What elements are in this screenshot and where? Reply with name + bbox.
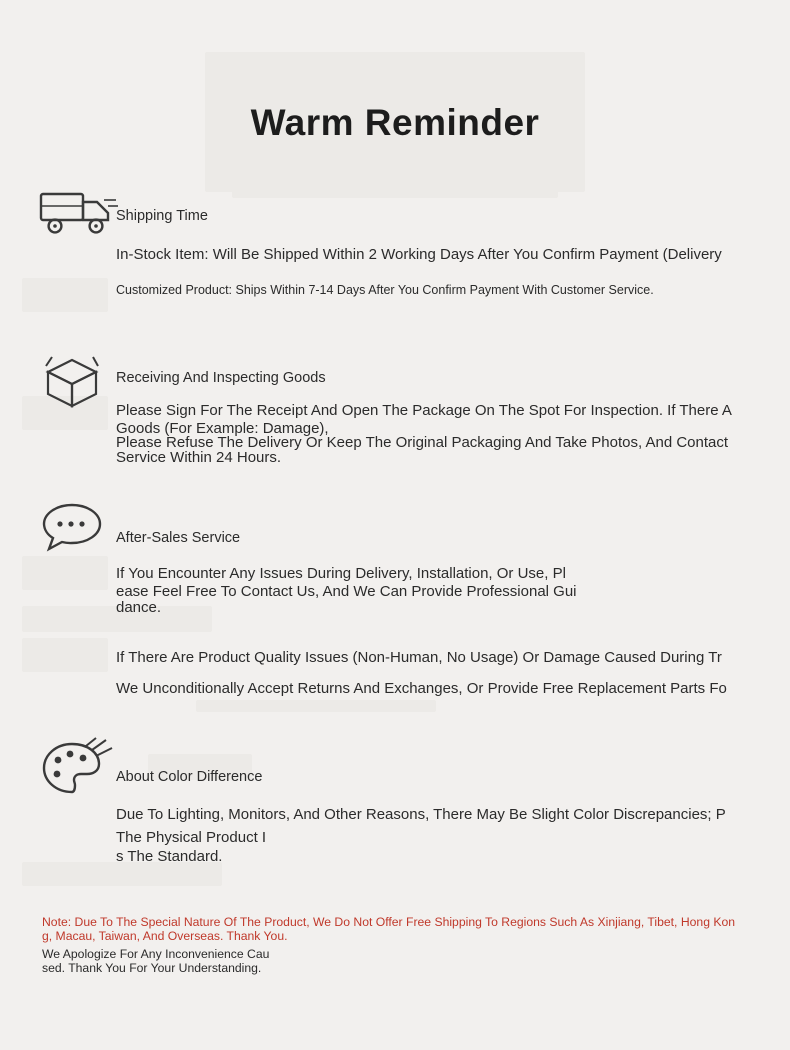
truck-icon — [38, 186, 112, 248]
section-line: Please Refuse The Delivery Or Keep The Original Packaging And Take Photos, And Contact — [116, 434, 729, 451]
shipping-warning-line-1: Note: Due To The Special Nature Of The Product, We Do Not Offer Free Shipping To Regions Such As Xinjiang, Tibet, Hong Kon — [42, 915, 736, 929]
bg-block — [232, 168, 558, 198]
open-box-icon — [38, 350, 112, 412]
section-line: dance. — [116, 599, 162, 616]
section-heading: About Color Difference — [116, 769, 263, 785]
palette-icon — [38, 736, 112, 798]
bg-block — [22, 278, 108, 312]
section-line: Please Sign For The Receipt And Open The Package On The Spot For Inspection. If There A — [116, 402, 732, 419]
bg-block — [22, 638, 108, 672]
speech-bubble-icon — [38, 502, 112, 564]
section-line: Customized Product: Ships Within 7-14 Days After You Confirm Payment With Customer Service. — [116, 283, 654, 297]
apology-line-2: sed. Thank You For Your Understanding. — [42, 961, 262, 975]
section-heading: Receiving And Inspecting Goods — [116, 370, 326, 386]
section-heading: After-Sales Service — [116, 530, 241, 546]
section-line: We Unconditionally Accept Returns And Exchanges, Or Provide Free Replacement Parts Fo — [116, 680, 727, 697]
section-line: In-Stock Item: Will Be Shipped Within 2 Working Days After You Confirm Payment (Delivery — [116, 246, 722, 263]
section-line: ease Feel Free To Contact Us, And We Can Provide Professional Gui — [116, 583, 577, 600]
section-line: If There Are Product Quality Issues (Non-Human, No Usage) Or Damage Caused During Tr — [116, 649, 722, 666]
shipping-warning-line-2: g, Macau, Taiwan, And Overseas. Thank You. — [42, 929, 288, 943]
apology-line-1: We Apologize For Any Inconvenience Cau — [42, 947, 270, 961]
bg-block — [196, 700, 436, 712]
section-heading: Shipping Time — [116, 208, 208, 224]
section-line: The Physical Product I — [116, 829, 267, 846]
page-title: Warm Reminder — [250, 102, 540, 143]
section-line: s The Standard. — [116, 848, 223, 865]
section-line: Goods (For Example: Damage), — [116, 420, 329, 437]
section-line: Service Within 24 Hours. — [116, 449, 282, 466]
section-line: If You Encounter Any Issues During Delivery, Installation, Or Use, Pl — [116, 565, 566, 582]
section-line: Due To Lighting, Monitors, And Other Reasons, There May Be Slight Color Discrepancies; P — [116, 806, 726, 823]
